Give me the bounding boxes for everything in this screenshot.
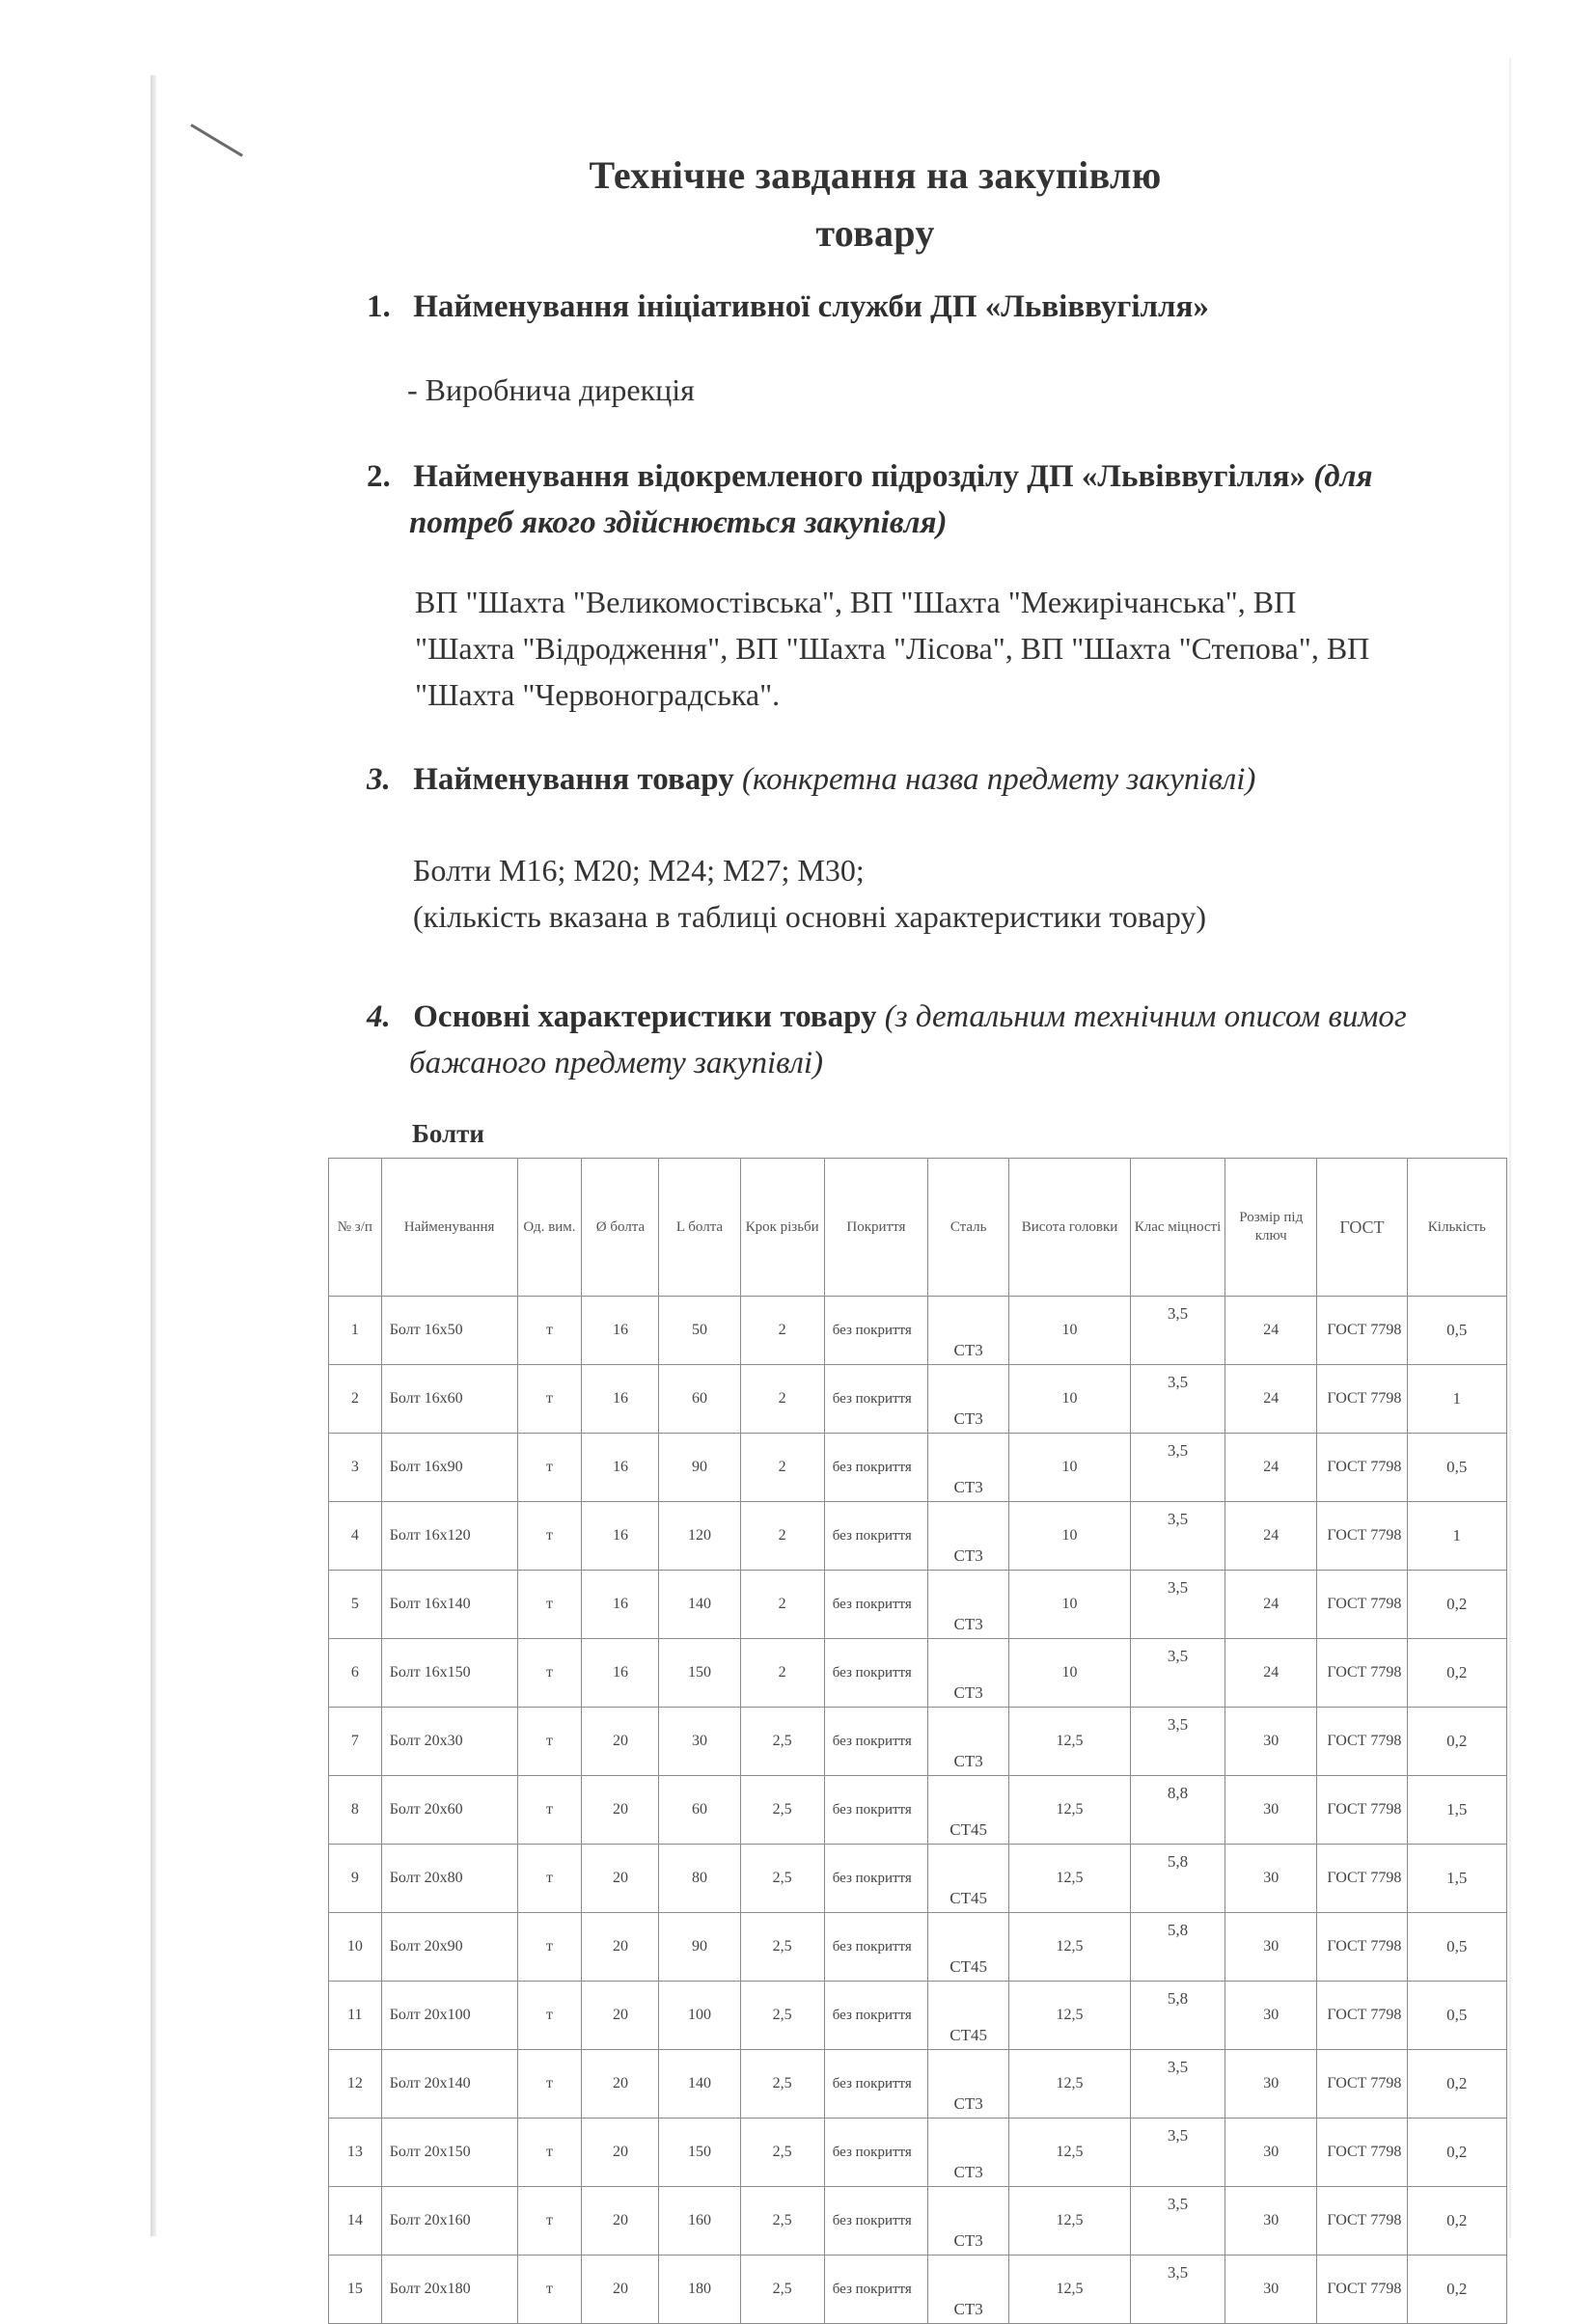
cell-gost: ГОСТ 7798 xyxy=(1317,2050,1407,2119)
cell-diameter: 20 xyxy=(582,1913,659,1982)
cell-gost: ГОСТ 7798 xyxy=(1317,2187,1407,2256)
section-2-line-1: ВП "Шахта "Великомостівська", ВП "Шахта "Межирічанська", ВП xyxy=(415,585,1297,619)
section-2-title: Найменування відокремленого підрозділу ДП «Львіввугілля» xyxy=(413,459,1307,494)
section-1-heading xyxy=(367,284,1209,330)
section-2-heading xyxy=(367,453,1373,546)
cell-coating: без покриття xyxy=(824,1982,927,2050)
cell-head-height: 12,5 xyxy=(1009,2119,1131,2187)
cell-name: Болт 16х150 xyxy=(381,1639,517,1708)
cell-key-size: 24 xyxy=(1225,1365,1317,1434)
cell-strength-class: 3,5 xyxy=(1130,2050,1225,2119)
cell-pitch: 2,5 xyxy=(740,2119,824,2187)
cell-key-size: 30 xyxy=(1225,2119,1317,2187)
cell-gost: ГОСТ 7798 xyxy=(1317,1639,1407,1708)
table-row xyxy=(329,1913,1507,1982)
cell-unit: т xyxy=(517,2187,582,2256)
cell-no: 8 xyxy=(329,1776,382,1845)
cell-name: Болт 16х50 xyxy=(381,1297,517,1365)
specification-table xyxy=(328,1158,1507,2324)
cell-steel: СТ3 xyxy=(928,2119,1009,2187)
cell-steel: СТ3 xyxy=(928,1297,1009,1365)
col-header-no: № з/п xyxy=(329,1159,382,1297)
cell-name: Болт 16х90 xyxy=(381,1434,517,1502)
cell-gost: ГОСТ 7798 xyxy=(1317,1708,1407,1776)
cell-no: 11 xyxy=(329,1982,382,2050)
cell-key-size: 30 xyxy=(1225,1982,1317,2050)
cell-head-height: 12,5 xyxy=(1009,2050,1131,2119)
cell-unit: т xyxy=(517,1776,582,1845)
cell-coating: без покриття xyxy=(824,1913,927,1982)
document-title-line2: товару xyxy=(815,211,935,255)
section-3-title: Найменування товару xyxy=(413,762,734,797)
cell-name: Болт 20х150 xyxy=(381,2119,517,2187)
cell-key-size: 30 xyxy=(1225,1708,1317,1776)
cell-head-height: 12,5 xyxy=(1009,1708,1131,1776)
cell-gost: ГОСТ 7798 xyxy=(1317,1502,1407,1571)
cell-no: 9 xyxy=(329,1845,382,1913)
cell-quantity: 0,2 xyxy=(1407,2119,1506,2187)
cell-head-height: 10 xyxy=(1009,1365,1131,1434)
cell-pitch: 2,5 xyxy=(740,2256,824,2324)
cell-head-height: 10 xyxy=(1009,1502,1131,1571)
cell-strength-class: 3,5 xyxy=(1130,1434,1225,1502)
cell-key-size: 30 xyxy=(1225,1913,1317,1982)
cell-steel: СТ45 xyxy=(928,1845,1009,1913)
cell-key-size: 30 xyxy=(1225,1845,1317,1913)
cell-unit: т xyxy=(517,1639,582,1708)
section-2-line-2: "Шахта "Відродження", ВП "Шахта "Лісова", ВП "Шахта "Степова", ВП xyxy=(415,631,1370,666)
cell-gost: ГОСТ 7798 xyxy=(1317,2256,1407,2324)
cell-key-size: 30 xyxy=(1225,2187,1317,2256)
col-header-coating: Покриття xyxy=(824,1159,927,1297)
cell-quantity: 0,5 xyxy=(1407,1297,1506,1365)
section-2-number: 2. xyxy=(367,459,391,494)
cell-head-height: 10 xyxy=(1009,1434,1131,1502)
cell-diameter: 20 xyxy=(582,2256,659,2324)
table-row xyxy=(329,1434,1507,1502)
cell-diameter: 20 xyxy=(582,2050,659,2119)
cell-steel: СТ3 xyxy=(928,2187,1009,2256)
cell-unit: т xyxy=(517,1708,582,1776)
table-row xyxy=(329,2187,1507,2256)
section-4-number: 4. xyxy=(367,999,391,1034)
cell-steel: СТ3 xyxy=(928,2050,1009,2119)
cell-length: 180 xyxy=(659,2256,740,2324)
cell-unit: т xyxy=(517,1845,582,1913)
cell-no: 13 xyxy=(329,2119,382,2187)
cell-length: 150 xyxy=(659,2119,740,2187)
col-header-gost: ГОСТ xyxy=(1317,1159,1407,1297)
cell-key-size: 24 xyxy=(1225,1297,1317,1365)
table-row xyxy=(329,2119,1507,2187)
cell-strength-class: 3,5 xyxy=(1130,1571,1225,1639)
cell-gost: ГОСТ 7798 xyxy=(1317,1913,1407,1982)
cell-diameter: 20 xyxy=(582,1982,659,2050)
cell-name: Болт 20х60 xyxy=(381,1776,517,1845)
cell-no: 7 xyxy=(329,1708,382,1776)
col-header-strength-class: Клас міцності xyxy=(1130,1159,1225,1297)
cell-strength-class: 3,5 xyxy=(1130,1639,1225,1708)
cell-pitch: 2,5 xyxy=(740,2050,824,2119)
col-header-quantity: Кількість xyxy=(1407,1159,1506,1297)
cell-unit: т xyxy=(517,1434,582,1502)
cell-quantity: 0,5 xyxy=(1407,1982,1506,2050)
cell-coating: без покриття xyxy=(824,1365,927,1434)
cell-gost: ГОСТ 7798 xyxy=(1317,1982,1407,2050)
cell-length: 90 xyxy=(659,1913,740,1982)
cell-coating: без покриття xyxy=(824,2187,927,2256)
cell-coating: без покриття xyxy=(824,1571,927,1639)
cell-no: 5 xyxy=(329,1571,382,1639)
section-2-body xyxy=(415,579,1369,718)
cell-name: Болт 20х80 xyxy=(381,1845,517,1913)
cell-quantity: 1 xyxy=(1407,1502,1506,1571)
cell-length: 90 xyxy=(659,1434,740,1502)
cell-steel: СТ3 xyxy=(928,1571,1009,1639)
cell-length: 140 xyxy=(659,1571,740,1639)
cell-quantity: 1,5 xyxy=(1407,1776,1506,1845)
cell-diameter: 16 xyxy=(582,1434,659,1502)
table-row xyxy=(329,1639,1507,1708)
cell-length: 140 xyxy=(659,2050,740,2119)
cell-diameter: 20 xyxy=(582,1776,659,1845)
cell-strength-class: 3,5 xyxy=(1130,2187,1225,2256)
cell-key-size: 24 xyxy=(1225,1434,1317,1502)
section-3-line-1: Болти М16; М20; М24; М27; М30; xyxy=(413,853,865,888)
table-row xyxy=(329,2256,1507,2324)
cell-strength-class: 5,8 xyxy=(1130,1913,1225,1982)
col-header-diameter: Ø болта xyxy=(582,1159,659,1297)
cell-steel: СТ3 xyxy=(928,1365,1009,1434)
cell-coating: без покриття xyxy=(824,2119,927,2187)
cell-coating: без покриття xyxy=(824,1297,927,1365)
cell-strength-class: 3,5 xyxy=(1130,1297,1225,1365)
cell-key-size: 24 xyxy=(1225,1502,1317,1571)
cell-gost: ГОСТ 7798 xyxy=(1317,1776,1407,1845)
cell-diameter: 16 xyxy=(582,1571,659,1639)
cell-pitch: 2 xyxy=(740,1297,824,1365)
section-3-body xyxy=(413,847,1206,940)
cell-unit: т xyxy=(517,1982,582,2050)
cell-diameter: 16 xyxy=(582,1639,659,1708)
cell-unit: т xyxy=(517,2119,582,2187)
col-header-key-size: Розмір під ключ xyxy=(1225,1159,1317,1297)
cell-diameter: 16 xyxy=(582,1502,659,1571)
table-row xyxy=(329,1708,1507,1776)
cell-gost: ГОСТ 7798 xyxy=(1317,1845,1407,1913)
cell-pitch: 2 xyxy=(740,1434,824,1502)
cell-unit: т xyxy=(517,1365,582,1434)
cell-name: Болт 20х160 xyxy=(381,2187,517,2256)
cell-no: 6 xyxy=(329,1639,382,1708)
cell-no: 3 xyxy=(329,1434,382,1502)
cell-strength-class: 3,5 xyxy=(1130,2256,1225,2324)
cell-no: 10 xyxy=(329,1913,382,1982)
cell-unit: т xyxy=(517,1502,582,1571)
cell-key-size: 24 xyxy=(1225,1639,1317,1708)
cell-coating: без покриття xyxy=(824,2256,927,2324)
section-4-title: Основні характеристики товару xyxy=(413,999,877,1034)
col-header-pitch: Крок різьби xyxy=(740,1159,824,1297)
section-2-note: (для xyxy=(1313,459,1373,494)
cell-strength-class: 5,8 xyxy=(1130,1845,1225,1913)
cell-strength-class: 3,5 xyxy=(1130,1708,1225,1776)
table-row xyxy=(329,1365,1507,1434)
table-row xyxy=(329,1297,1507,1365)
cell-steel: СТ3 xyxy=(928,1708,1009,1776)
cell-coating: без покриття xyxy=(824,2050,927,2119)
cell-name: Болт 16х140 xyxy=(381,1571,517,1639)
cell-pitch: 2,5 xyxy=(740,1776,824,1845)
section-3-number: 3. xyxy=(367,762,391,797)
cell-quantity: 0,2 xyxy=(1407,1708,1506,1776)
cell-diameter: 16 xyxy=(582,1297,659,1365)
cell-quantity: 1,5 xyxy=(1407,1845,1506,1913)
cell-steel: СТ45 xyxy=(928,1913,1009,1982)
cell-strength-class: 3,5 xyxy=(1130,1502,1225,1571)
cell-name: Болт 20х180 xyxy=(381,2256,517,2324)
cell-no: 14 xyxy=(329,2187,382,2256)
cell-pitch: 2 xyxy=(740,1571,824,1639)
cell-no: 15 xyxy=(329,2256,382,2324)
cell-diameter: 16 xyxy=(582,1365,659,1434)
cell-name: Болт 20х140 xyxy=(381,2050,517,2119)
cell-quantity: 1 xyxy=(1407,1365,1506,1434)
cell-name: Болт 16х60 xyxy=(381,1365,517,1434)
cell-diameter: 20 xyxy=(582,2119,659,2187)
table-body xyxy=(329,1297,1507,2324)
cell-pitch: 2,5 xyxy=(740,1845,824,1913)
cell-gost: ГОСТ 7798 xyxy=(1317,1434,1407,1502)
cell-length: 60 xyxy=(659,1365,740,1434)
cell-length: 100 xyxy=(659,1982,740,2050)
cell-pitch: 2,5 xyxy=(740,1708,824,1776)
cell-steel: СТ3 xyxy=(928,1639,1009,1708)
cell-name: Болт 20х30 xyxy=(381,1708,517,1776)
table-row xyxy=(329,1845,1507,1913)
section-4-note-cont: бажаного предмету закупівлі) xyxy=(409,1046,824,1080)
cell-gost: ГОСТ 7798 xyxy=(1317,2119,1407,2187)
cell-length: 150 xyxy=(659,1639,740,1708)
cell-unit: т xyxy=(517,2050,582,2119)
scan-page-edge-right xyxy=(1509,58,1511,2238)
cell-quantity: 0,2 xyxy=(1407,2256,1506,2324)
cell-strength-class: 8,8 xyxy=(1130,1776,1225,1845)
cell-length: 30 xyxy=(659,1708,740,1776)
cell-gost: ГОСТ 7798 xyxy=(1317,1297,1407,1365)
cell-name: Болт 20х100 xyxy=(381,1982,517,2050)
cell-no: 1 xyxy=(329,1297,382,1365)
cell-unit: т xyxy=(517,1913,582,1982)
table-caption: Болти xyxy=(412,1119,484,1148)
cell-length: 120 xyxy=(659,1502,740,1571)
cell-key-size: 30 xyxy=(1225,1776,1317,1845)
cell-head-height: 12,5 xyxy=(1009,1776,1131,1845)
cell-pitch: 2,5 xyxy=(740,2187,824,2256)
cell-head-height: 12,5 xyxy=(1009,1913,1131,1982)
cell-length: 60 xyxy=(659,1776,740,1845)
cell-key-size: 24 xyxy=(1225,1571,1317,1639)
table-row xyxy=(329,1571,1507,1639)
cell-head-height: 12,5 xyxy=(1009,1845,1131,1913)
cell-coating: без покриття xyxy=(824,1639,927,1708)
cell-head-height: 12,5 xyxy=(1009,2256,1131,2324)
cell-gost: ГОСТ 7798 xyxy=(1317,1365,1407,1434)
cell-head-height: 12,5 xyxy=(1009,2187,1131,2256)
cell-quantity: 0,5 xyxy=(1407,1913,1506,1982)
cell-no: 2 xyxy=(329,1365,382,1434)
col-header-unit: Од. вим. xyxy=(517,1159,582,1297)
table-row xyxy=(329,2050,1507,2119)
cell-strength-class: 3,5 xyxy=(1130,1365,1225,1434)
cell-quantity: 0,2 xyxy=(1407,2050,1506,2119)
cell-pitch: 2 xyxy=(740,1365,824,1434)
cell-key-size: 30 xyxy=(1225,2050,1317,2119)
cell-quantity: 0,2 xyxy=(1407,1639,1506,1708)
section-3-note: (конкретна назва предмету закупівлі) xyxy=(741,762,1256,797)
section-2-line-3: "Шахта "Червоноградська". xyxy=(415,677,781,712)
table-header-row xyxy=(329,1159,1507,1297)
section-1-number: 1. xyxy=(367,289,391,324)
cell-pitch: 2,5 xyxy=(740,1913,824,1982)
cell-unit: т xyxy=(517,2256,582,2324)
col-header-steel: Сталь xyxy=(928,1159,1009,1297)
section-3-heading xyxy=(367,756,1255,803)
cell-steel: СТ45 xyxy=(928,1982,1009,2050)
cell-diameter: 20 xyxy=(582,2187,659,2256)
cell-gost: ГОСТ 7798 xyxy=(1317,1571,1407,1639)
cell-coating: без покриття xyxy=(824,1434,927,1502)
col-header-length: L болта xyxy=(659,1159,740,1297)
section-1-item: - Виробнича дирекція xyxy=(407,372,695,407)
section-3-line-2: (кількість вказана в таблиці основні характеристики товару) xyxy=(413,899,1207,934)
col-header-name: Найменування xyxy=(381,1159,517,1297)
cell-quantity: 0,2 xyxy=(1407,1571,1506,1639)
cell-no: 4 xyxy=(329,1502,382,1571)
scan-page-edge-left xyxy=(151,75,156,2236)
cell-head-height: 10 xyxy=(1009,1639,1131,1708)
cell-length: 80 xyxy=(659,1845,740,1913)
cell-name: Болт 16х120 xyxy=(381,1502,517,1571)
cell-pitch: 2 xyxy=(740,1502,824,1571)
cell-quantity: 0,5 xyxy=(1407,1434,1506,1502)
cell-steel: СТ3 xyxy=(928,1434,1009,1502)
cell-strength-class: 5,8 xyxy=(1130,1982,1225,2050)
cell-pitch: 2,5 xyxy=(740,1982,824,2050)
cell-diameter: 20 xyxy=(582,1845,659,1913)
cell-head-height: 12,5 xyxy=(1009,1982,1131,2050)
cell-coating: без покриття xyxy=(824,1845,927,1913)
section-2-note-cont: потреб якого здійснюється закупівля) xyxy=(409,506,948,540)
col-header-head-height: Висота головки xyxy=(1009,1159,1131,1297)
cell-name: Болт 20х90 xyxy=(381,1913,517,1982)
cell-length: 50 xyxy=(659,1297,740,1365)
cell-diameter: 20 xyxy=(582,1708,659,1776)
section-4-heading xyxy=(367,994,1407,1086)
cell-coating: без покриття xyxy=(824,1776,927,1845)
cell-head-height: 10 xyxy=(1009,1297,1131,1365)
cell-no: 12 xyxy=(329,2050,382,2119)
cell-steel: СТ45 xyxy=(928,1776,1009,1845)
cell-strength-class: 3,5 xyxy=(1130,2119,1225,2187)
cell-coating: без покриття xyxy=(824,1502,927,1571)
cell-steel: СТ3 xyxy=(928,1502,1009,1571)
section-4-note: (з детальним технічним описом вимог xyxy=(884,999,1407,1034)
table-row xyxy=(329,1502,1507,1571)
cell-quantity: 0,2 xyxy=(1407,2187,1506,2256)
cell-unit: т xyxy=(517,1571,582,1639)
cell-steel: СТ3 xyxy=(928,2256,1009,2324)
table-row xyxy=(329,1776,1507,1845)
cell-coating: без покриття xyxy=(824,1708,927,1776)
table-row xyxy=(329,1982,1507,2050)
cell-unit: т xyxy=(517,1297,582,1365)
document-title: Технічне завдання на закупівлю xyxy=(589,153,1162,197)
cell-head-height: 10 xyxy=(1009,1571,1131,1639)
cell-length: 160 xyxy=(659,2187,740,2256)
section-1-title: Найменування ініціативної служби ДП «Львіввугілля» xyxy=(413,289,1209,324)
cell-key-size: 30 xyxy=(1225,2256,1317,2324)
cell-pitch: 2 xyxy=(740,1639,824,1708)
